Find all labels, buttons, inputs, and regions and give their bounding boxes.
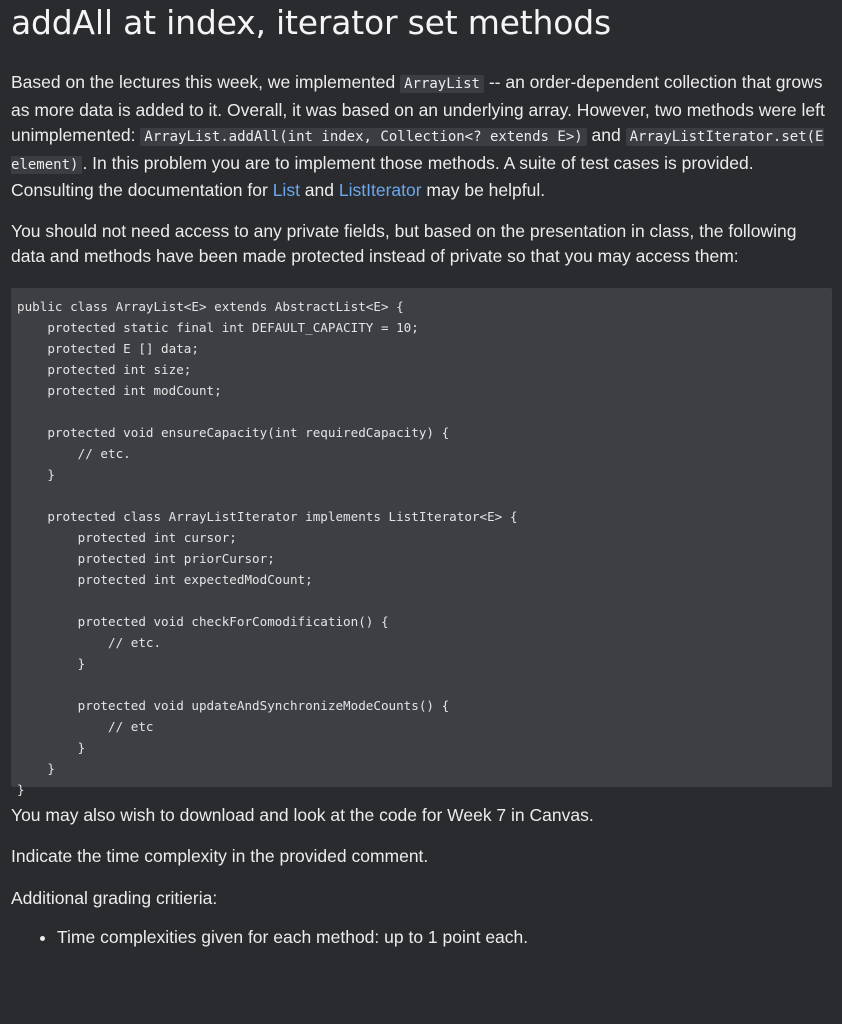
code-line: [17, 674, 826, 695]
week7-paragraph: You may also wish to download and look at the code for Week 7 in Canvas.: [11, 804, 594, 825]
code-line: protected int cursor;: [17, 529, 237, 545]
code-line: protected int modCount;: [17, 382, 222, 398]
complexity-paragraph: Indicate the time complexity in the provided comment.: [11, 846, 429, 866]
intro-text-2: -- an order-dependent collection that grows as more data is added to it. Overall, it was based on an underlying array. However, two methods were left unimplemented:: [11, 72, 825, 145]
code-line: protected int size;: [17, 361, 192, 377]
code-line: }: [17, 655, 86, 671]
code-line: }: [17, 466, 55, 482]
code-line: protected void updateAndSynchronizeModeCounts() {: [17, 697, 450, 713]
code-line: protected E [] data;: [17, 340, 199, 356]
intro-text-4: . In this problem you are to implement those methods. A suite of test cases is provided. Consulting the documentation for: [11, 152, 754, 200]
code-line: protected void checkForComodification() {: [17, 613, 389, 629]
criteria-item: • Time complexities given for each method: up to 1 point each.: [57, 925, 832, 951]
intro-text-6: may be helpful.: [421, 180, 546, 200]
page-title: addAll at index, iterator set methods: [11, 3, 611, 42]
intro-text-5: and: [299, 180, 339, 200]
listiterator-docs-link[interactable]: ListIterator: [338, 180, 422, 200]
protected-fields-paragraph: You should not need access to any private fields, but based on the presentation in class, the following data and methods have been made protected instead of private so that you may access them:: [11, 220, 797, 266]
inline-code-iterator-set: ArrayListIterator.set(E element): [11, 129, 824, 173]
list-docs-link[interactable]: List: [272, 180, 300, 200]
code-line: protected static final int DEFAULT_CAPACITY = 10;: [17, 319, 419, 335]
code-line: // etc: [17, 718, 154, 734]
code-line: [17, 485, 826, 506]
intro-text-1: Based on the lectures this week, we implemented: [11, 72, 401, 92]
intro-paragraph: [11, 70, 832, 204]
code-line: protected void ensureCapacity(int requiredCapacity) {: [17, 424, 450, 440]
code-line: protected int priorCursor;: [17, 550, 275, 566]
code-line: protected class ArrayListIterator implements ListIterator<E> {: [17, 508, 518, 524]
inline-code-addall: ArrayList.addAll(int index, Collection<? extends E>): [140, 128, 586, 146]
inline-code-arraylist: ArrayList: [400, 75, 484, 93]
grading-heading: Additional grading critieria:: [11, 887, 218, 908]
code-line: public class ArrayList<E> extends AbstractList<E> {: [17, 298, 404, 314]
code-line: // etc.: [17, 634, 162, 650]
code-block: [11, 288, 832, 797]
code-line: [17, 590, 826, 611]
code-line: }: [17, 739, 86, 755]
code-line: // etc.: [17, 445, 131, 461]
grading-criteria-list: [11, 925, 832, 951]
code-line: protected int expectedModCount;: [17, 571, 313, 587]
code-line: }: [17, 760, 55, 776]
code-line: [17, 401, 826, 422]
code-line: }: [17, 781, 25, 797]
intro-text-3: and: [586, 125, 626, 145]
